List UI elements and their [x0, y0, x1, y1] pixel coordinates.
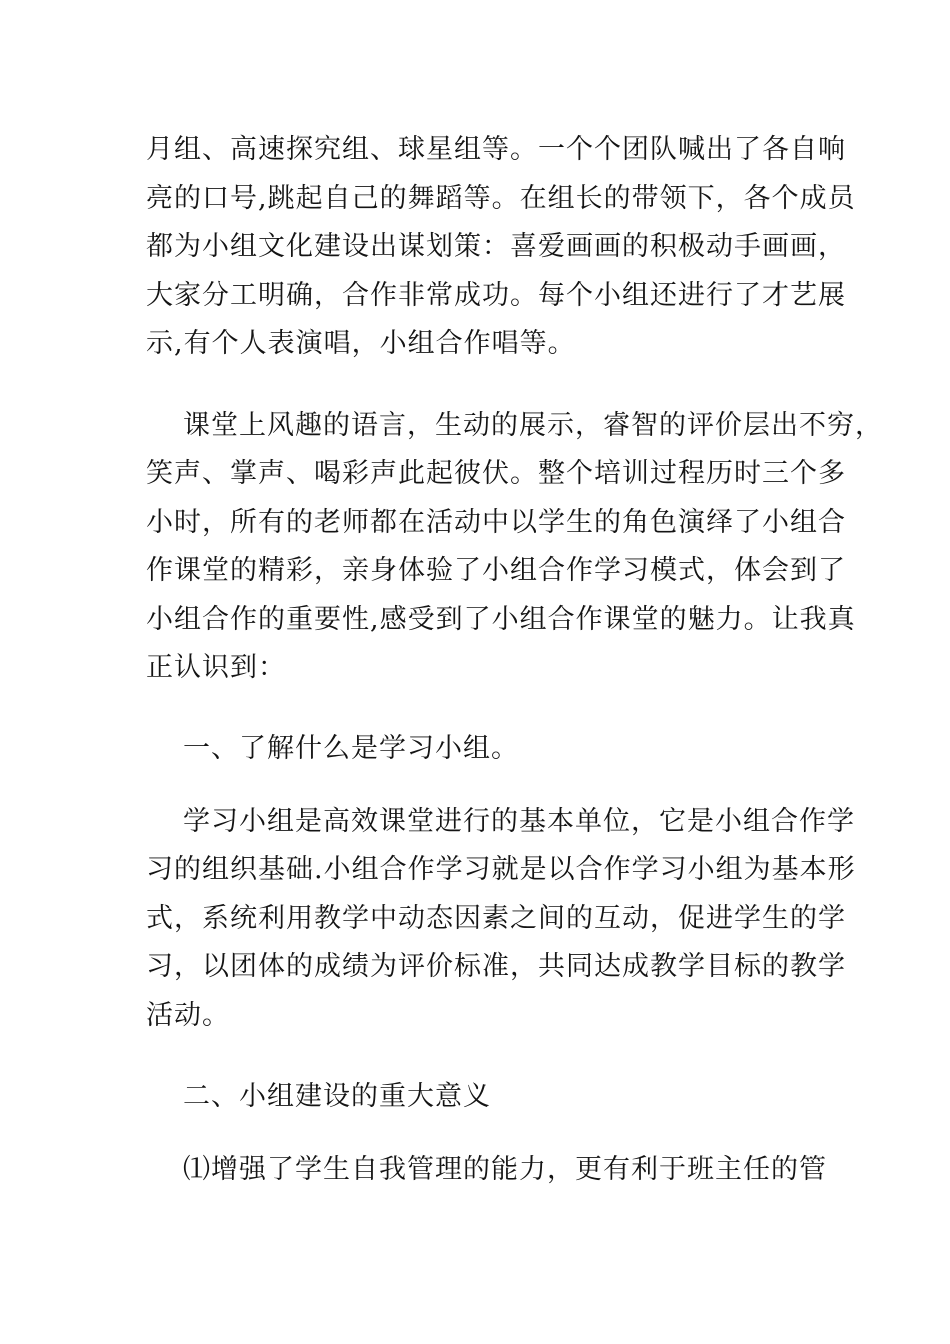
text-line: 习的组织基础.小组合作学习就是以合作学习小组为基本形	[146, 854, 856, 885]
text-line: 都为小组文化建设出谋划策：喜爱画画的积极动手画画，	[146, 231, 846, 262]
paragraph-first-line: 课堂上风趣的语言，生动的展示，睿智的评价层出不穷，	[183, 410, 883, 441]
text-line: 月组、高速探究组、球星组等。一个个团队喊出了各自响	[146, 134, 846, 165]
list-item-1: ⑴增强了学生自我管理的能力，更有利于班主任的管	[183, 1154, 827, 1185]
text-line: 笑声、掌声、喝彩声此起彼伏。整个培训过程历时三个多	[146, 458, 846, 489]
text-line: 小时，所有的老师都在活动中以学生的角色演绎了小组合	[146, 507, 846, 538]
section-heading-2: 二、小组建设的重大意义	[183, 1081, 491, 1112]
text-line: 小组合作的重要性,感受到了小组合作课堂的魅力。让我真	[146, 604, 856, 635]
text-line: 习，以团体的成绩为评价标准，共同达成教学目标的教学	[146, 951, 846, 982]
text-line: 式，系统利用教学中动态因素之间的互动，促进学生的学	[146, 903, 846, 934]
text-line: 作课堂的精彩，亲身体验了小组合作学习模式，体会到了	[146, 555, 846, 586]
text-line: 亮的口号,跳起自己的舞蹈等。在组长的带领下，各个成员	[146, 183, 856, 214]
text-line: 示,有个人表演唱，小组合作唱等。	[146, 328, 576, 359]
paragraph-first-line: 学习小组是高效课堂进行的基本单位，它是小组合作学	[183, 806, 855, 837]
section-heading-1: 一、了解什么是学习小组。	[183, 733, 519, 764]
text-line: 正认识到：	[146, 652, 286, 683]
text-line: 活动。	[146, 1000, 230, 1031]
text-line: 大家分工明确，合作非常成功。每个小组还进行了才艺展	[146, 280, 846, 311]
